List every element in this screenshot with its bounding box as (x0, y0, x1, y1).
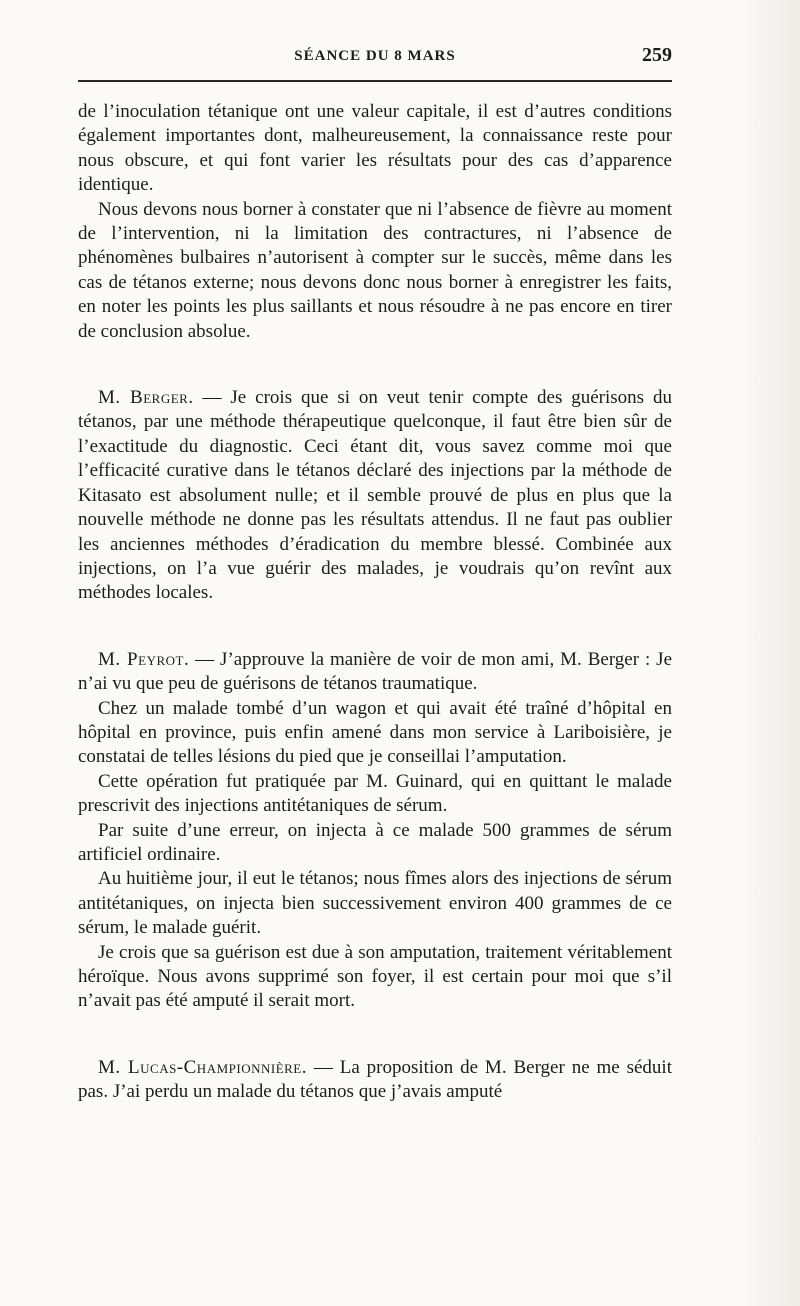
paragraph: Chez un malade tombé d’un wagon et qui avait été traîné d’hôpital en hôpital en province, puis enfin amené dans mon service à Lariboisière, je constatai de telles lésions du pied que je conseillai l’amputation. (78, 697, 672, 768)
speaker-name: M. Berger. (98, 387, 194, 409)
page-edge-shadow (740, 0, 800, 1306)
page-number: 259 (642, 44, 672, 66)
body-text (78, 100, 672, 1105)
speech-text: — Je crois que si on veut tenir compte des guérisons du tétanos, par une méthode thérapeutique quelconque, il faut être bien sûr de l’exactitude du diagnostic. Ceci étant dit, vous savez comme moi que l’efficacité curative dans le tétanos déclaré des injections par la méthode de Kitasato est absolument nulle; et il semble prouvé de plus en plus que la nouvelle méthode ne donne pas les résultats attendus. Il ne faut pas oublier les anciennes méthodes d’éradication du membre blessé. Combinée aux injections, on l’a vue guérir des malades, je voudrais qu’on revînt aux méthodes locales. (78, 387, 672, 604)
paragraph: Cette opération fut pratiquée par M. Guinard, qui en quittant le malade prescrivit des injections antitétaniques de sérum. (78, 770, 672, 817)
speaker-name: M. Lucas-Championnière. (98, 1056, 307, 1078)
paragraph: Je crois que sa guérison est due à son amputation, traitement véritablement héroïque. Nous avons supprimé son foyer, il est certain pour moi que s’il n’avait pas été amputé il serait mort. (78, 941, 672, 1012)
speech-lucas-championniere (78, 1056, 672, 1105)
speech-text: — La proposition de M. Berger ne me séduit pas. J’ai perdu un malade du tétanos que j’avais amputé (78, 1056, 672, 1103)
speech-text: — J’approuve la manière de voir de mon ami, M. Berger : Je n’ai vu que peu de guérisons de tétanos traumatique. (78, 648, 673, 695)
paragraph: Nous devons nous borner à constater que ni l’absence de fièvre au moment de l’intervention, ni la limitation des contractures, ni l’absence de phénomènes bulbaires n’autorisent à compter sur le succès, même dans les cas de tétanos externe; nous devons donc nous borner à enregistrer les faits, en noter les points les plus saillants et nous résoudre à ne pas encore en tirer de conclusion absolue. (78, 198, 672, 342)
header-rule (78, 80, 672, 82)
paragraph: Au huitième jour, il eut le tétanos; nous fîmes alors des injections de sérum antitétaniques, on injecta bien successivement environ 400 grammes de ce sérum, le malade guérit. (78, 868, 672, 939)
running-title: SÉANCE DU 8 MARS (294, 48, 456, 64)
speech-peyrot (78, 648, 672, 697)
speaker-name: M. Peyrot. (98, 648, 190, 670)
speech-berger (78, 386, 672, 606)
paragraph: Par suite d’une erreur, on injecta à ce malade 500 grammes de sérum artificiel ordinaire. (78, 819, 672, 865)
page-header (78, 44, 672, 72)
paragraph-continuation: de l’inoculation tétanique ont une valeur capitale, il est d’autres conditions également importantes dont, malheureusement, la connaissance reste pour nous obscure, et qui font varier les résultats pour des cas d’apparence identique. (78, 101, 672, 196)
